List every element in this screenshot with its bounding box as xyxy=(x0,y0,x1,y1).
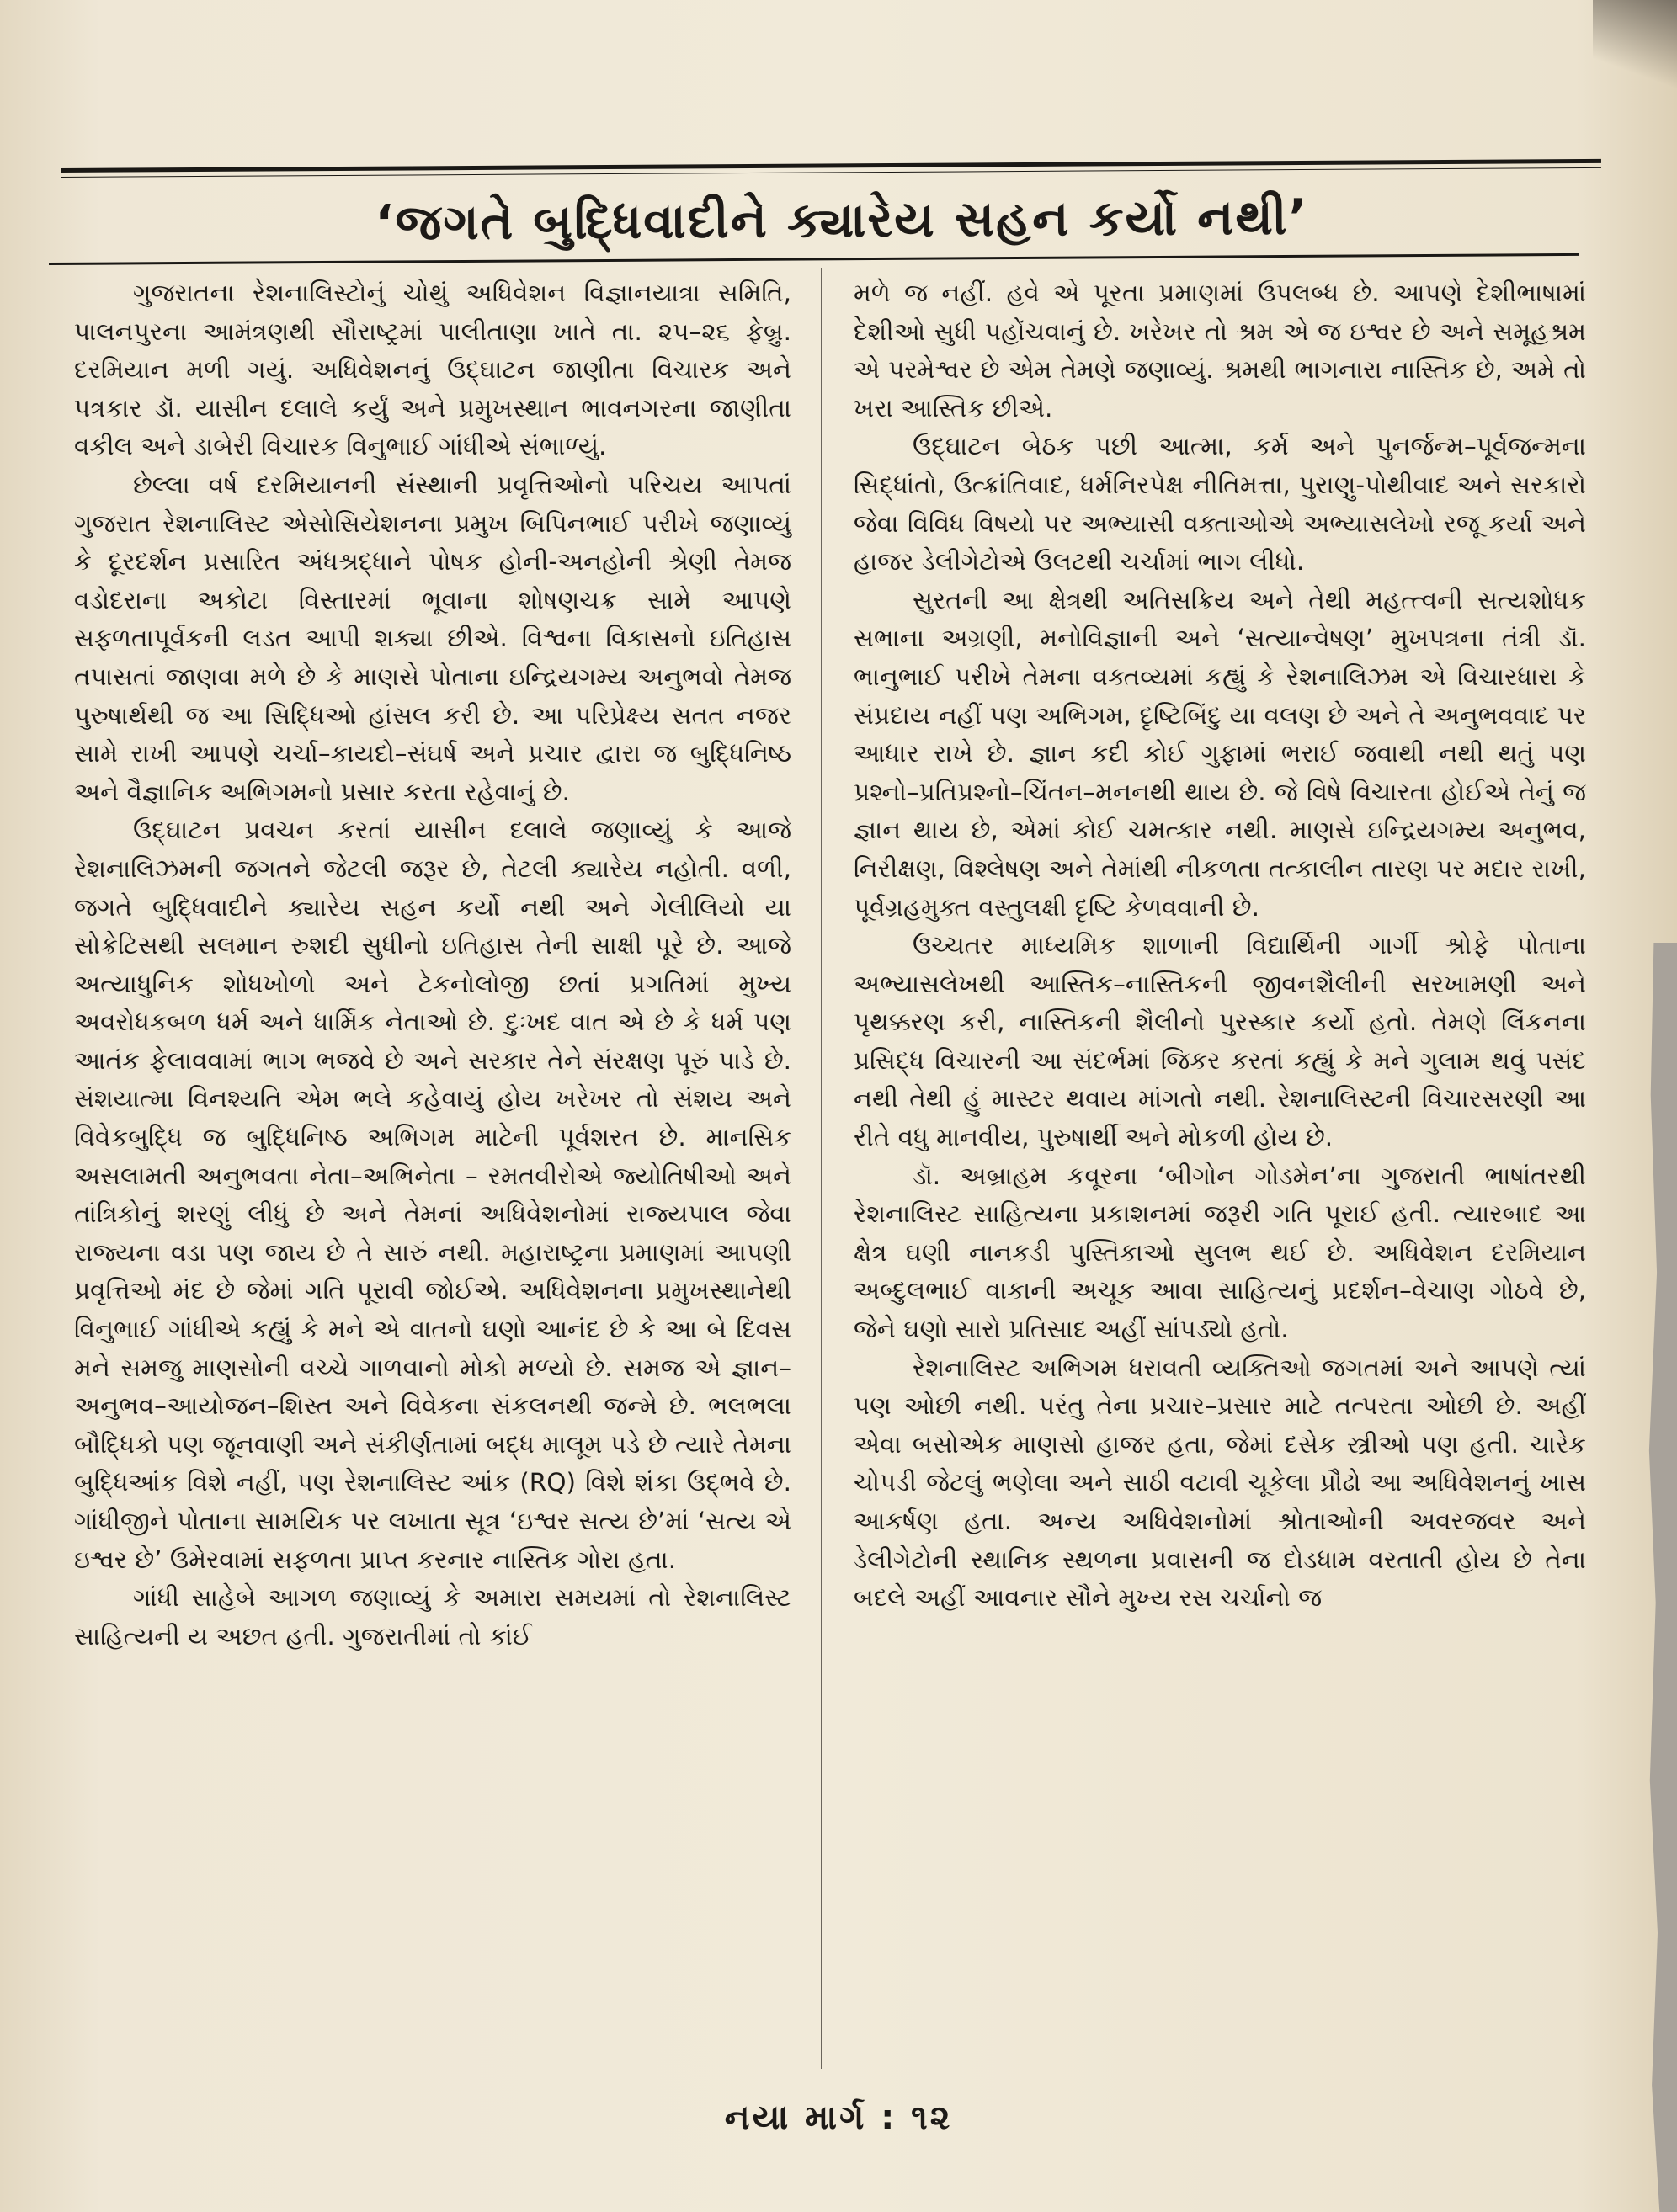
right-column xyxy=(854,274,1586,2000)
paragraph: ગુજરાતના રેશનાલિસ્ટોનું ચોથું અધિવેશન વિજ્ઞાનયાત્રા સમિતિ, પાલનપુરના આમંત્રણથી સૌરાષ્ટ્રમાં પાલીતાણા ખાતે તા. ૨૫–૨૬ ફેબ્રુ. દરમિયાન મળી ગયું. અધિવેશનનું ઉદ્‌ઘાટન જાણીતા વિચારક અને પત્રકાર ડૉ. યાસીન દલાલે કર્યું અને પ્રમુખસ્થાન ભાવનગરના જાણીતા વકીલ અને ડાબેરી વિચારક વિનુભાઈ ગાંધીએ સંભાળ્યું. xyxy=(74,279,791,461)
column-divider xyxy=(821,268,822,2069)
headline-top-rule xyxy=(61,159,1601,173)
page-footer: નયા માર્ગ : ૧૨ xyxy=(724,2098,953,2137)
paragraph: રેશનાલિસ્ટ અભિગમ ધરાવતી વ્યક્તિઓ જગતમાં અને આપણે ત્યાં પણ ઓછી નથી. પરંતુ તેના પ્રચાર–પ્રસાર માટે તત્પરતા ઓછી છે. અહીં એવા બસોએક માણસો હાજર હતા, જેમાં દસેક સ્ત્રીઓ પણ હતી. ચારેક ચોપડી જેટલું ભણેલા અને સાઠી વટાવી ચૂકેલા પ્રૌઢો આ અધિવેશનનું ખાસ આકર્ષણ હતા. અન્ય અધિવેશનોમાં શ્રોતાઓની અવરજવર અને ડેલીગેટોની સ્થાનિક સ્થળના પ્રવાસની જ દોડધામ વરતાતી હોય છે તેના બદલે અહીં આવનાર સૌને મુખ્ય રસ ચર્ચાનો જ xyxy=(854,1353,1586,1613)
paragraph: ગાંધી સાહેબે આગળ જણાવ્યું કે અમારા સમયમાં તો રેશનાલિસ્ટ સાહિત્યની ય અછત હતી. ગુજરાતીમાં તો કાંઈ xyxy=(74,1583,791,1651)
paragraph: છેલ્લા વર્ષ દરમિયાનની સંસ્થાની પ્રવૃત્તિઓનો પરિચય આપતાં ગુજરાત રેશનાલિસ્ટ એસોસિયેશનના પ્રમુખ બિપિનભાઈ પરીખે જણાવ્યું કે દૂરદર્શન પ્રસારિત અંધશ્રદ્ધાને પોષક હોની-અનહોની શ્રેણી તેમજ વડોદરાના અકોટા વિસ્તારમાં ભૂવાના શોષણચક્ર સામે આપણે સફળતાપૂર્વકની લડત આપી શક્યા છીએ. વિશ્વના વિકાસનો ઇતિહાસ તપાસતાં જાણવા મળે છે કે માણસે પોતાના ઇન્દ્રિયગમ્ય અનુભવો તેમજ પુરુષાર્થથી જ આ સિદ્ધિઓ હાંસલ કરી છે. આ પરિપ્રેક્ષ્ય સતત નજર સામે રાખી આપણે ચર્ચા–કાયદો–સંઘર્ષ અને પ્રચાર દ્વારા જ બુદ્ધિનિષ્ઠ અને વૈજ્ઞાનિક અભિગમનો પ્રસાર કરતા રહેવાનું છે. xyxy=(74,470,791,806)
paragraph: ડૉ. અબ્રાહમ કવૂરના ‘બીગોન ગોડમેન’ના ગુજરાતી ભાષાંતરથી રેશનાલિસ્ટ સાહિત્યના પ્રકાશનમાં જરૂરી ગતિ પૂરાઈ હતી. ત્યારબાદ આ ક્ષેત્ર ઘણી નાનકડી પુસ્તિકાઓ સુલભ થઈ છે. અધિવેશન દરમિયાન અબ્દુલભાઈ વાકાની અચૂક આવા સાહિત્યનું પ્રદર્શન–વેચાણ ગોઠવે છે, જેને ઘણો સારો પ્રતિસાદ અહીં સાંપડ્યો હતો. xyxy=(854,1161,1586,1344)
page-corner-shadow xyxy=(1593,0,1677,118)
article-headline: ‘જગતે બુદ્ધિવાદીને ક્યારેય સહન કર્યો નથી’ xyxy=(375,188,1309,252)
torn-edge xyxy=(1638,943,1677,2212)
paragraph: ઉદ્‌ઘાટન બેઠક પછી આત્મા, કર્મ અને પુનર્જન્મ–પૂર્વજન્મના સિદ્ધાંતો, ઉત્ક્રાંતિવાદ, ધર્મનિરપેક્ષ નીતિમત્તા, પુરાણુ-પોથીવાદ અને સરકારો જેવા વિવિધ વિષયો પર અભ્યાસી વક્તાઓએ અભ્યાસલેખો રજૂ કર્યા અને હાજર ડેલીગેટોએ ઉલટથી ચર્ચામાં ભાગ લીધો. xyxy=(854,432,1586,577)
paragraph: ઉચ્ચતર માધ્યમિક શાળાની વિદ્યાર્થિની ગાર્ગી શ્રોફે પોતાના અભ્યાસલેખથી આસ્તિક–નાસ્તિકની જીવનશૈલીની સરખામણી અને પૃથક્કરણ કરી, નાસ્તિકની શૈલીનો પુરસ્કાર કર્યો હતો. તેમણે લિંકનના પ્રસિદ્ધ વિચારની આ સંદર્ભમાં જિકર કરતાં કહ્યું કે મને ગુલામ થવું પસંદ નથી તેથી હું માસ્ટર થવાય માંગતો નથી. રેશનાલિસ્ટની વિચારસરણી આ રીતે વધુ માનવીય, પુરુષાર્થી અને મોકળી હોય છે. xyxy=(854,931,1586,1152)
paragraph: ઉદ્‌ઘાટન પ્રવચન કરતાં યાસીન દલાલે જણાવ્યું કે આજે રેશનાલિઝમની જગતને જેટલી જરૂર છે, તેટલી ક્યારેય નહોતી. વળી, જગતે બુદ્ધિવાદીને ક્યારેય સહન કર્યો નથી અને ગેલીલિયો યા સોક્રેટિસથી સલમાન રુશદી સુધીનો ઇતિહાસ તેની સાક્ષી પૂરે છે. આજે અત્યાધુનિક શોધખોળો અને ટેકનોલોજી છતાં પ્રગતિમાં મુખ્ય અવરોધકબળ ધર્મ અને ધાર્મિક નેતાઓ છે. દુઃખદ વાત એ છે કે ધર્મ પણ આતંક ફેલાવવામાં ભાગ ભજવે છે અને સરકાર તેને સંરક્ષણ પૂરું પાડે છે. સંશયાત્મા વિનશ્યતિ એમ ભલે કહેવાયું હોય ખરેખર તો સંશય અને વિવેકબુદ્ધિ જ બુદ્ધિનિષ્ઠ અભિગમ માટેની પૂર્વશરત છે. માનસિક અસલામતી અનુભવતા નેતા–અભિનેતા – રમતવીરોએ જ્યોતિષીઓ અને તાંત્રિકોનું શરણું લીધું છે અને તેમનાં અધિવેશનોમાં રાજ્યપાલ જેવા રાજ્યના વડા પણ જાય છે તે સારું નથી. મહારાષ્ટ્રના પ્રમાણમાં આપણી પ્રવૃત્તિઓ મંદ છે જેમાં ગતિ પૂરાવી જોઈએ. અધિવેશનના પ્રમુખસ્થાનેથી વિનુભાઈ ગાંધીએ કહ્યું કે મને એ વાતનો ઘણો આનંદ છે કે આ બે દિવસ મને સમજુ માણસોની વચ્ચે ગાળવાનો મોકો મળ્યો છે. સમજ એ જ્ઞાન–અનુભવ–આયોજન–શિસ્ત અને વિવેકના સંકલનથી જન્મે છે. ભલભલા બૌદ્ધિકો પણ જૂનવાણી અને સંકીર્ણતામાં બદ્ધ માલૂમ પડે છે ત્યારે તેમના બુદ્ધિઆંક વિશે નહીં, પણ રેશનાલિસ્ટ આંક (RQ) વિશે શંકા ઉદ્‌ભવે છે. ગાંધીજીને પોતાના સામયિક પર લખાતા સૂત્ર ‘ઇશ્વર સત્ય છે’માં ‘સત્ય એ ઇશ્વર છે’ ઉમેરવામાં સફળતા પ્રાપ્ત કરનાર નાસ્તિક ગોરા હતા. xyxy=(74,816,791,1574)
paragraph: સુરતની આ ક્ષેત્રથી અતિસક્રિય અને તેથી મહત્ત્વની સત્યશોધક સભાના અગ્રણી, મનોવિજ્ઞાની અને ‘સત્યાન્વેષણ’ મુખપત્રના તંત્રી ડૉ. ભાનુભાઈ પરીખે તેમના વક્તવ્યમાં કહ્યું કે રેશનાલિઝમ એ વિચારધારા કે સંપ્રદાય નહીં પણ અભિગમ, દૃષ્ટિબિંદુ યા વલણ છે અને તે અનુભવવાદ પર આધાર રાખે છે. જ્ઞાન કદી કોઈ ગુફામાં ભરાઈ જવાથી નથી થતું પણ પ્રશ્નો–પ્રતિપ્રશ્નો–ચિંતન–મનનથી થાય છે. જે વિષે વિચારતા હોઈએ તેનું જ જ્ઞાન થાય છે, એમાં કોઈ ચમત્કાર નથી. માણસે ઇન્દ્રિયગમ્ય અનુભવ, નિરીક્ષણ, વિશ્લેષણ અને તેમાંથી નીકળતા તત્કાલીન તારણ પર મદાર રાખી, પૂર્વગ્રહમુક્ત વસ્તુલક્ષી દૃષ્ટિ કેળવવાની છે. xyxy=(854,585,1586,922)
paragraph: મળે જ નહીં. હવે એ પૂરતા પ્રમાણમાં ઉપલબ્ધ છે. આપણે દેશીભાષામાં દેશીઓ સુધી પહોંચવાનું છે. ખરેખર તો શ્રમ એ જ ઇશ્વર છે અને સમૂહશ્રમ એ પરમેશ્વર છે એમ તેમણે જણાવ્યું. શ્રમથી ભાગનારા નાસ્તિક છે, અમે તો ખરા આસ્તિક છીએ. xyxy=(854,279,1586,423)
left-column xyxy=(74,274,791,2062)
